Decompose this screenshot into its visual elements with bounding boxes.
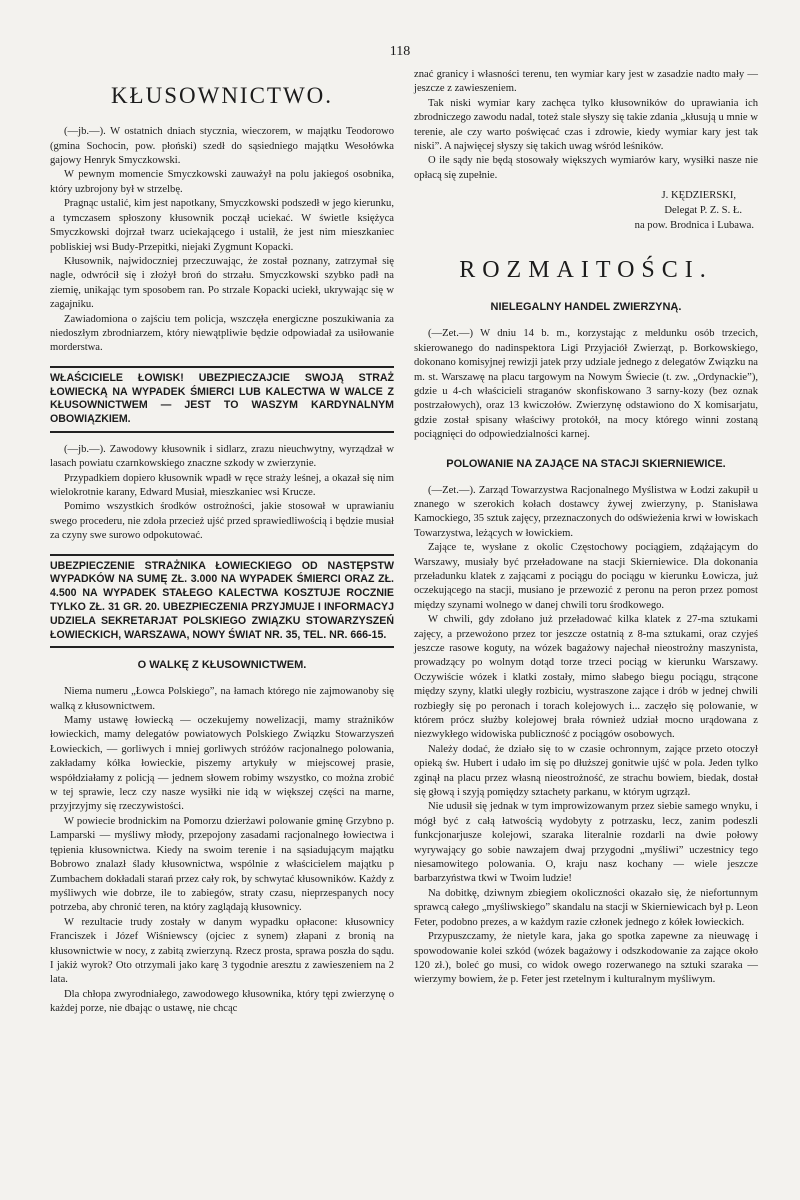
notice-box-insurance-offer: UBEZPIECZENIE STRAŻNIKA ŁOWIECKIEGO OD NASTĘPSTW WYPADKÓW NA SUMĘ ZŁ. 3.000 NA WYPADEK ŚMIERCI ORAZ ZŁ. 4.500 NA WYPADEK STAŁEGO KALECTWA KOSZTUJE ROCZNIE TYLKO ZŁ. 31 GR. 20. UBEZPIECZENIA PRZYJMUJE I INFORMACYJ UDZIELA SEKRETARJAT POLSKIEGO ZWIĄZKU STOWARZYSZEŃ ŁOWIECKICH, WARSZAWA, NOWY ŚWIAT NR. 35, TEL. NR. 666-15.: [50, 554, 394, 649]
paragraph: O ile sądy nie będą stosowały większych wymiarów kary, wysiłki nasze nie opłacą się zupełnie.: [414, 155, 758, 181]
paragraph: Tak niski wymiar kary zachęca tylko kłusowników do uprawiania ich zbrodniczego zawodu nadal, toteż stale słyszy się takie zdania „kłusują u mnie w terenie, ale czy warto poświęcać czas i zdrowie, kiedy wymiar kary jest tak niski”. A najwięcej słyszy się takich uwag wśród leśników.: [414, 97, 758, 153]
paragraph: Niema numeru „Łowca Polskiego”, na łamach którego nie zajmowanoby się walką z kłusownictwem.: [50, 686, 394, 712]
right-column: [414, 68, 758, 988]
signature-area: na pow. Brodnica i Lubawa.: [634, 219, 754, 231]
paragraph: Przypadkiem dopiero kłusownik wpadł w ręce straży leśnej, a okazał się nim wielokrotnie karany, Edward Musiał, mieszkaniec wsi Krucze.: [50, 472, 394, 499]
paragraph: W rezultacie trudy zostały w danym wypadku opłacone: kłusownicy Franciszek i Józef Wiśniewscy (ojciec z synem) złapani z bronią na kłusownictwie w nocy, z zabitą zwierzyną. Rzecz prosta, sprawa poszła do sądu. I jakiż wyrok? Oto otrzymali jako karę 3 tygodnie aresztu z zawieszeniem na 2 lata.: [50, 916, 394, 986]
paragraph: Kłusownik, najwidoczniej przeczuwając, że został poznany, zatrzymał się nagle, odwrócił się i złożył broń do strzału. Smyczkowski szybko padł na ziemię, unikając tym sposobem ran. Po strzale Kopacki uciekł, ukrywając się w zagajniku.: [50, 255, 394, 311]
paragraph: Pomimo wszystkich środków ostrożności, jakie stosował w uprawianiu swego procederu, nie zdoła przecież ujść przed sprawiedliwością i będzie musiał za czyny swe surowo odpokutować.: [50, 501, 394, 542]
signature-name: J. KĘDZIERSKI,: [661, 190, 736, 202]
signature-role: Delegat P. Z. S. Ł.: [664, 205, 742, 217]
paragraph: (—jb.—). Zawodowy kłusownik i sidlarz, zrazu nieuchwytny, wyrządzał w lasach powiatu czarnkowskiego znaczne szkody w zwierzynie.: [50, 443, 394, 470]
paragraph: Dla chłopa zwyrodniałego, zawodowego kłusownika, który tępi zwierzynę o każdej porze, nie dbając o ustawę, nie chcąc: [50, 988, 394, 1015]
paragraph: Nie udusił się jednak w tym improwizowanym przez siebie samego wnyku, i mógł być z całą łatwością wydobyty z potrzasku, lecz, zanim podeszli funkcjonarjusze kolejowi, szaraka literalnie rozdarli na dwie połowy wyrywający go sobie nawzajem dwaj przygodni „myśliwi” uczestnicy tego niesamowitego polowania. O, kraju nasz kochany — wiele jeszcze barbarzyństwa tkwi w Twoim ludzie!: [414, 801, 758, 885]
paragraph: (—Zet.—). Zarząd Towarzystwa Racjonalnego Myślistwa w Łodzi zakupił u znanego w szerokich kołach dostawcy żywej zwierzyny, p. Stanisława Kamockiego, 35 sztuk zajęcy, przeznaczonych do odświeżenia krwi w łowiskach Towarzystwa, leżących w łowickiem.: [414, 484, 758, 539]
paragraph: W pewnym momencie Smyczkowski zauważył na polu jakiegoś osobnika, który uzbrojony był w strzelbę.: [50, 169, 394, 195]
section-title-rozmaitosci: ROZMAITOŚCI.: [459, 256, 713, 283]
paragraph: W powiecie brodnickim na Pomorzu dzierżawi polowanie gminę Grzybno p. Lamparski — myśliwy młody, przepojony zasadami racjonalnego łowiectwa i tępienia kłusownictwa. Kiedy na swoim terenie i na sąsiadującym majątku Bobrowo znalazł ślady kłusownictwa, wspólnie z właścicielem majątku p Zumbachem dokładali starań przez cały rok, by schwytać kłusowników. Każdy z myśliwych wie dobrze, ile to zabiegów, straty czasu, nieprzespanych nocy potrzeba, aby chronić teren, na który zaglądają kłusownicy.: [50, 815, 394, 914]
paragraph: (—jb.—). W ostatnich dniach stycznia, wieczorem, w majątku Teodorowo (gmina Sochocin, pow. płoński) szedł do sąsiedniego majątku Wesołówka gajowy Henryk Smyczkowski.: [50, 126, 394, 167]
paragraph: Pragnąc ustalić, kim jest napotkany, Smyczkowski podszedł w jego kierunku, a tymczasem spłoszony kłusownik począł uciekać. W świetle księżyca Smyczkowski dojrzał twarz uciekającego i ustalił, że jest nim mieszkaniec pobliskiej wsi Budy-Przepitki, niejaki Zygmunt Kopacki.: [50, 198, 394, 253]
paragraph: Należy dodać, że działo się to w czasie ochronnym, zające przeto otoczył opieką św. Hubert i udało im się po dłuższej gonitwie ujść w pola. Jeden tylko zginął na placu przez własną nieostrożność, ze strachu bowiem, biedak, dostał się głową i szyją pomiędzy sztachety parkanu, w którym ugrzązł.: [414, 743, 758, 799]
paragraph: Na dobitkę, dziwnym zbiegiem okoliczności okazało się, że niefortunnym sprawcą całego „myśliwskiego” skandalu na stacji w Skierniewicach był p. Leon Feter, podobno prezes, a w każdym razie członek jednego z kółek łowieckich.: [414, 887, 758, 928]
paragraph: W chwili, gdy zdołano już przeładować kilka klatek z 27-ma sztukami zajęcy, a przewożono przez tor jeszcze ostatnią z 8-ma sztukami, oraz czyjeś jeszcze rasowe koguty, na wózek bagażowy najechał nieostrożny maszynista, prowadzący po wolnym dotąd torze trzeci pociąg w kierunku Warszawy. Oczywiście wózek i klatki zostały, mimo słabego biegu pociągu, strącone między szyny, klatki uległy rozbiciu, wystraszone zające i drób w jednej chwili rozbiegły się po peronach i torach kolejowych i... zaczęło się polowanie, w którem prócz służby kolejowej brała również udział mocno urądowana z niezwykłego widowiska publiczność z pociągów osobowych.: [414, 614, 758, 741]
article-title-klusownictwo: KŁUSOWNICTWO.: [110, 83, 334, 108]
article-subtitle-walka: O WALKĘ Z KŁUSOWNICTWEM.: [137, 659, 307, 672]
paragraph: Zawiadomiona o zajściu tem policja, wszczęła energiczne poszukiwania za niedoszłym zbrodniarzem, który niewątpliwie będzie odpowiadał za usiłowanie morderstwa.: [50, 313, 394, 354]
page-number: 118: [389, 44, 411, 59]
signature-block: [414, 189, 754, 233]
paragraph: znać granicy i własności terenu, ten wymiar kary jest w zasadzie nadto mały — jeszcze z zawieszeniem.: [414, 69, 758, 95]
left-column: [50, 72, 394, 1017]
paragraph: Mamy ustawę łowiecką — oczekujemy nowelizacji, mamy strażników łowieckich, mamy delegatów powiatowych Polskiego Związku Stowarzyszeń Łowieckich, — gorliwych i mniej gorliwych stróżów racjonalnego polowania, zakładamy kółka łowieckie, piszemy artykuły w miejscowej prasie, współdziałamy z policją — jednem słowem robimy wszystko, co można zrobić w tej sprawie, lecz czy nasze wysiłki nie idą w większej części na marne, przyjrzyjmy się rzeczywistości.: [50, 715, 394, 813]
article-subtitle-handel: NIELEGALNY HANDEL ZWIERZYNĄ.: [490, 301, 682, 314]
paragraph: (—Zet.—) W dniu 14 b. m., korzystając z meldunku osób trzecich, skierowanego do nadinspektora Ligi Przyjaciół Zwierząt, p. Borkowskiego, dokonano komisyjnej rewizji jatek przy udziale jednego z delegatów Związku na m. st. Warszawę na placu targowym na Nowym Świecie (t. zw. „Ordynackie”), gdzie u 4-ch właścicieli straganów skonfiskowano 3 sarny-kozy (bez oznak postrzałowych), oraz 13 kwiczołów. Zwierzynę odstawiono do X komisarjatu, gdzie został spisany właściwy protokół, na mocy którego winni zostaną pociągnięci do odpowiedzialności karnej.: [414, 328, 758, 441]
article-subtitle-polowanie: POLOWANIE NA ZAJĄCE NA STACJI SKIERNIEWICE.: [446, 457, 726, 470]
paragraph: Przypuszczamy, że nietyle kara, jaka go spotka zapewne za nieuwagę i spowodowanie kolei szkód (wózek bagażowy i odszkodowanie za zające około 120 zł.), boleć go musi, co widok owego rozerwanego na sztuki szaraka — wierzymy bowiem, że p. Feter jest rzetelnym i kulturalnym myśliwym.: [414, 931, 758, 986]
paragraph: Zające te, wysłane z okolic Częstochowy pociągiem, zdążającym do Warszawy, musiały być przeładowane na stacji Skierniewice. Dla dokonania przeładunku klatek z zającami z pociągu do pociągu w kierunku Łowicza, już oczekującego na stacji, musiano je przewozić z peronu na peron przez pomost między szynami wolnego w danej chwili toru środkowego.: [414, 542, 758, 611]
notice-box-insurance-duty: WŁAŚCICIELE ŁOWISK! UBEZPIECZAJCIE SWOJĄ STRAŻ ŁOWIECKĄ NA WYPADEK ŚMIERCI LUB KALECTWA W WALCE Z KŁUSOWNICTWEM — JEST TO WASZYM KARDYNALNYM OBOWIĄZKIEM.: [50, 366, 394, 433]
